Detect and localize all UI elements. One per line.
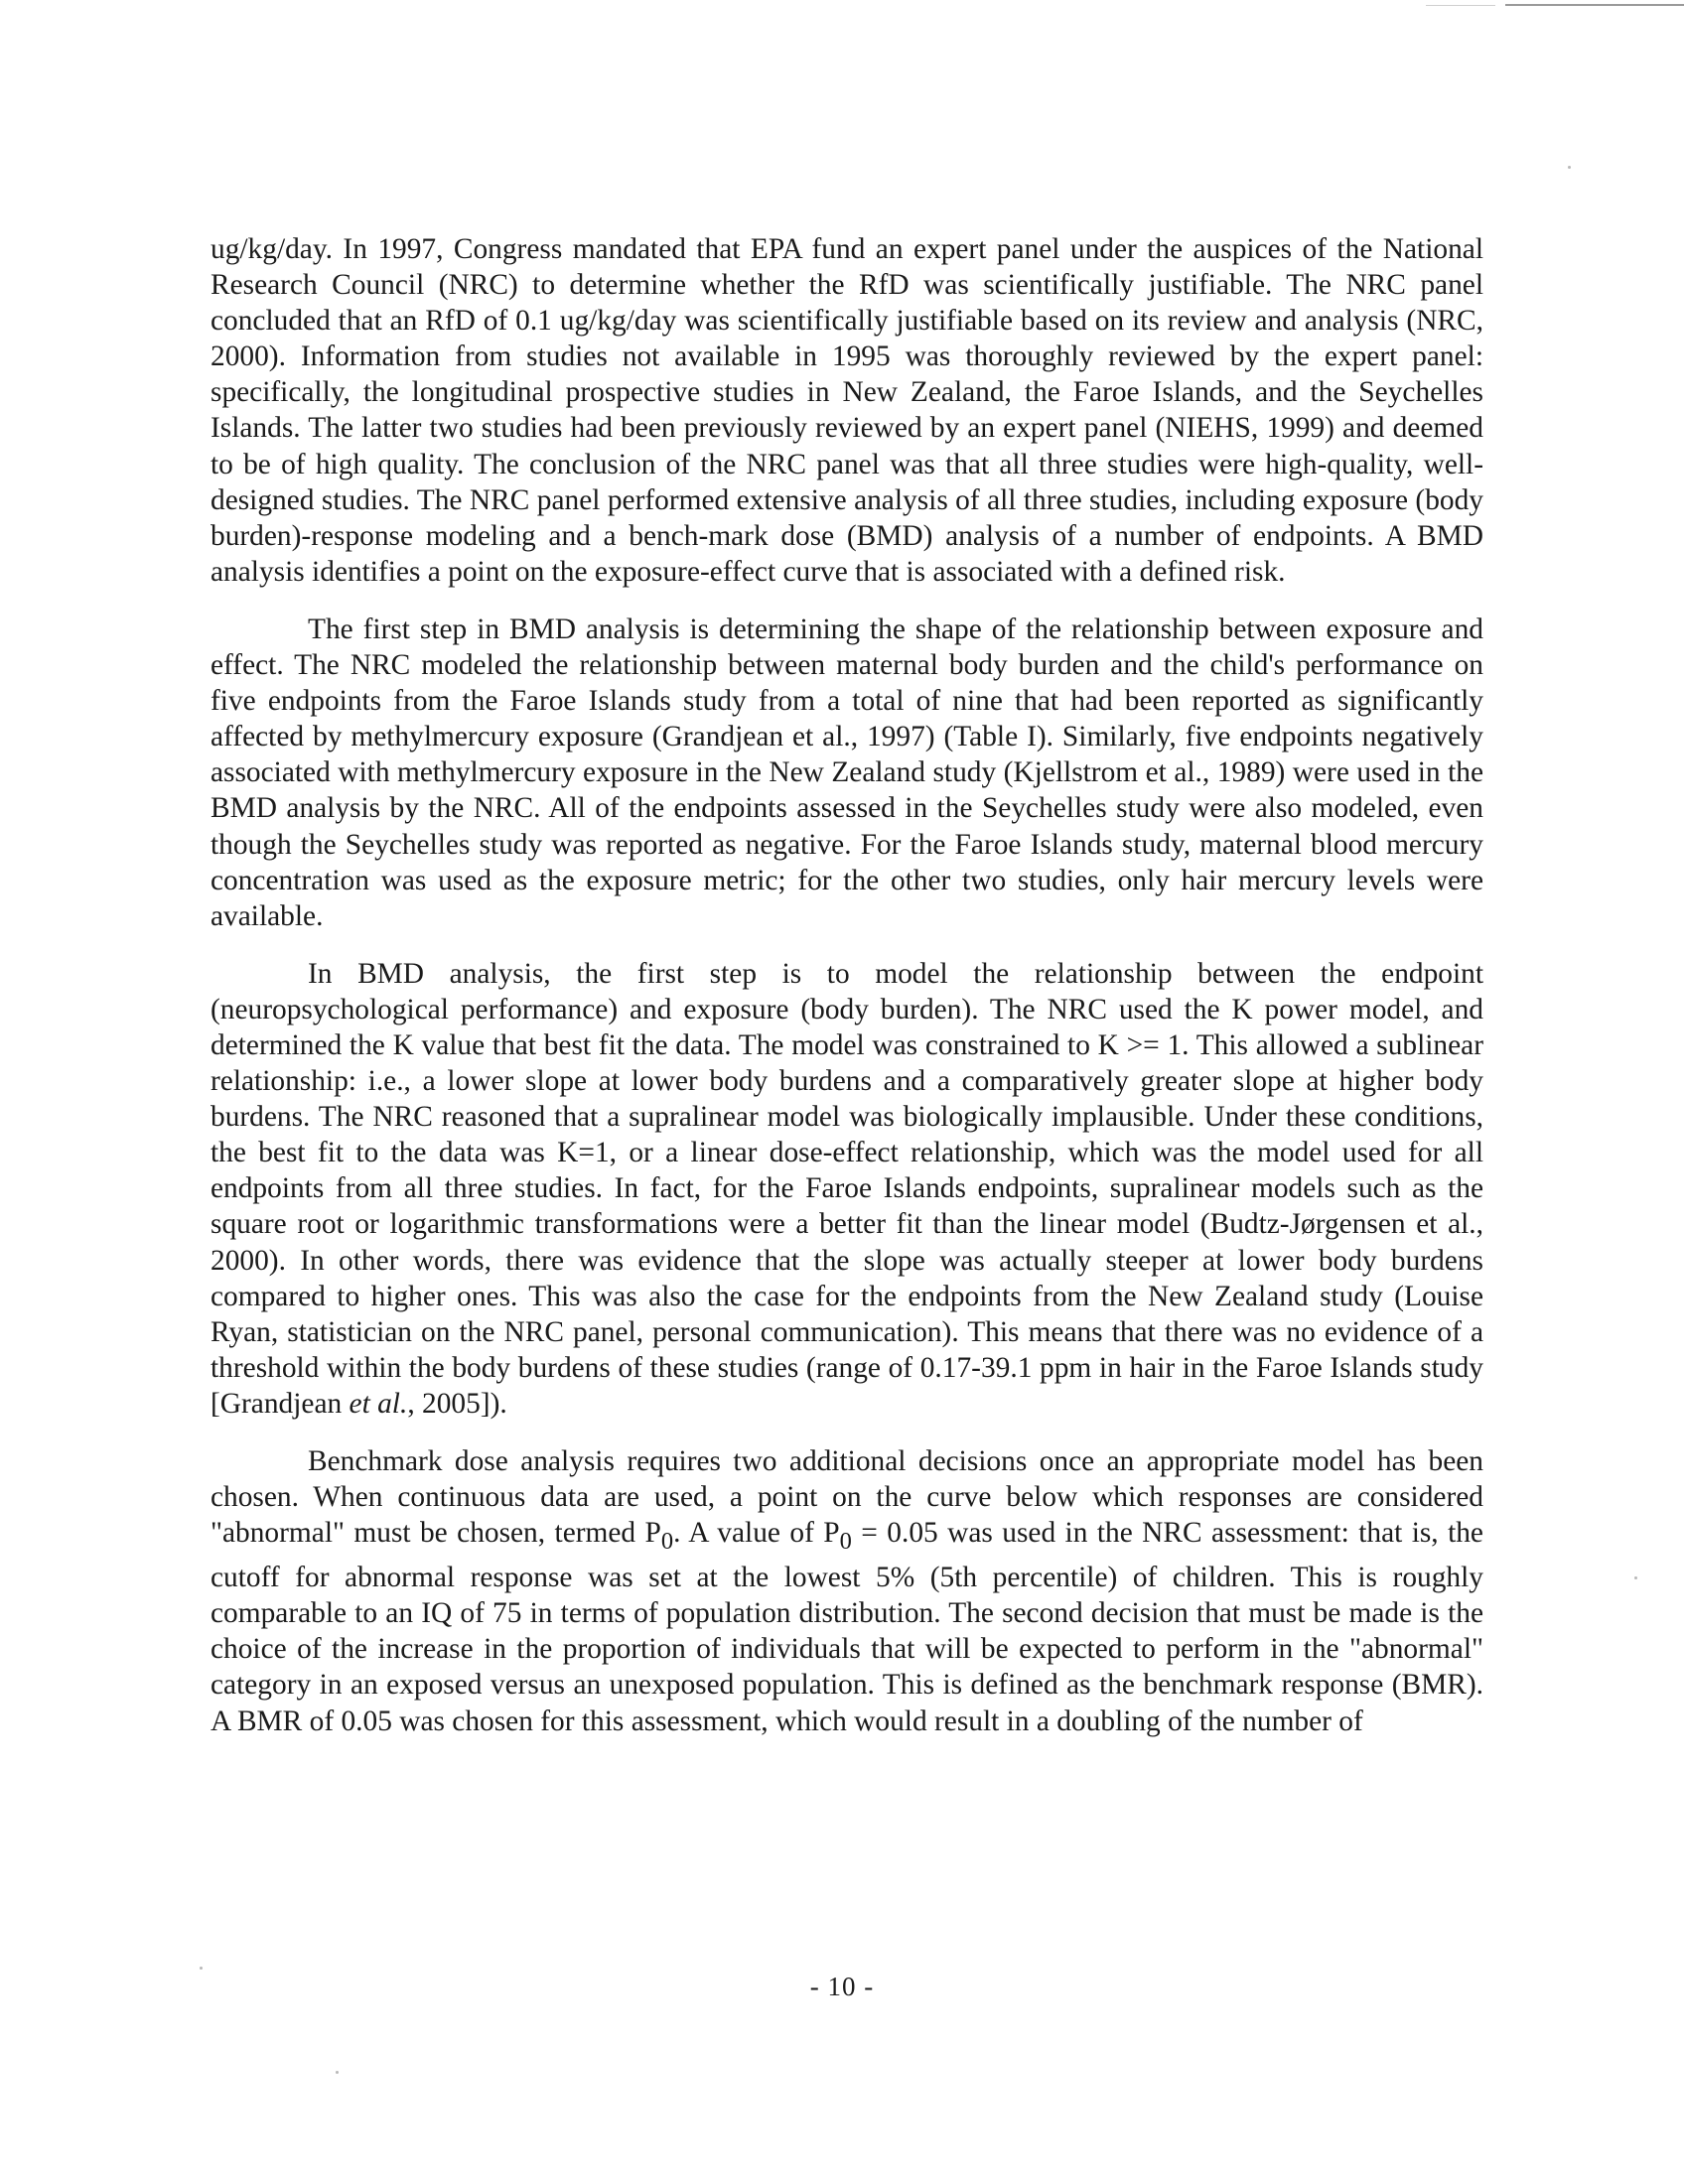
- paragraph-4-text-b: . A value of P: [673, 1517, 840, 1550]
- p0-subscript: 0: [660, 1528, 674, 1556]
- scan-speck: [1634, 1576, 1637, 1579]
- scan-speck: [200, 1967, 203, 1970]
- paragraph-4-text: Benchmark dose analysis requires two additional decisions once an appropriate model has been chosen. When continuous data are used, a point on the curve below which responses are considered "abnormal" must be chosen, termed P: [210, 1445, 1483, 1550]
- paragraph-1: [210, 231, 1483, 590]
- scan-speck: [336, 2071, 339, 2074]
- p0-subscript: 0: [839, 1528, 852, 1556]
- paragraph-1-text: ug/kg/day. In 1997, Congress mandated that EPA fund an expert panel under the auspices of the National Research Council (NRC) to determine whether the RfD was scientifically justifiable. The NRC panel concluded that an RfD of 0.1 ug/kg/day was scientifically justifiable based on its review and analysis (NRC, 2000). Information from studies not available in 1995 was thoroughly reviewed by the expert panel: specifically, the longitudinal prospective studies in New Zealand, the Faroe Islands, and the Seychelles Islands. The latter two studies had been previously reviewed by an expert panel (NIEHS, 1999) and deemed to be of high quality. The conclusion of the NRC panel was that all three studies were high-quality, well-designed studies. The NRC panel performed extensive analysis of all three studies, including exposure (body burden)-response modeling and a bench-mark dose (BMD) analysis of a number of endpoints. A BMD analysis identifies a point on the exposure-effect curve that is associated with a defined risk.: [210, 233, 1483, 588]
- body-text: [210, 231, 1483, 1761]
- paragraph-4: [210, 1443, 1483, 1739]
- scan-speck: [1568, 166, 1571, 169]
- paragraph-3-tail: , 2005]).: [407, 1387, 507, 1420]
- paragraph-3: [210, 956, 1483, 1422]
- citation-et-al: et al.: [349, 1387, 408, 1420]
- paragraph-2: [210, 612, 1483, 934]
- page-number: - 10 -: [809, 1972, 875, 2001]
- scan-edge-rule: [1505, 4, 1684, 6]
- paragraph-3-text: In BMD analysis, the first step is to model the relationship between the endpoint (neuropsychological performance) and exposure (body burden). The NRC used the K power model, and determined the K value that best fit the data. The model was constrained to K >= 1. This allowed a sublinear relationship: i.e., a lower slope at lower body burdens and a comparatively greater slope at higher body burdens. The NRC reasoned that a supralinear model was biologically implausible. Under these conditions, the best fit to the data was K=1, or a linear dose-effect relationship, which was the model used for all endpoints from all three studies. In fact, for the Faroe Islands endpoints, supralinear models such as the square root or logarithmic transformations were a better fit than the linear model (Budtz-Jørgensen et al., 2000). In other words, there was evidence that the slope was actually steeper at lower body burdens compared to higher ones. This was also the case for the endpoints from the New Zealand study (Louise Ryan, statistician on the NRC panel, personal communication). This means that there was no evidence of a threshold within the body burdens of these studies (range of 0.17-39.1 ppm in hair in the Faroe Islands study [Grandjean: [210, 957, 1483, 1420]
- paragraph-2-text: The first step in BMD analysis is determining the shape of the relationship between exposure and effect. The NRC modeled the relationship between maternal body burden and the child's performance on five endpoints from the Faroe Islands study from a total of nine that had been reported as significantly affected by methylmercury exposure (Grandjean et al., 1997) (Table I). Similarly, five endpoints negatively associated with methylmercury exposure in the New Zealand study (Kjellstrom et al., 1989) were used in the BMD analysis by the NRC. All of the endpoints assessed in the Seychelles study were also modeled, even though the Seychelles study was reported as negative. For the Faroe Islands study, maternal blood mercury concentration was used as the exposure metric; for the other two studies, only hair mercury levels were available.: [210, 613, 1483, 932]
- paragraph-4-text-c: = 0.05 was used in the NRC assessment: that is, the cutoff for abnormal response was set at the lowest 5% (5th percentile) of children. This is roughly comparable to an IQ of 75 in terms of population distribution. The second decision that must be made is the choice of the increase in the proportion of individuals that will be expected to perform in the "abnormal" category in an exposed versus an unexposed population. This is defined as the benchmark response (BMR). A BMR of 0.05 was chosen for this assessment, which would result in a doubling of the number of: [210, 1517, 1483, 1737]
